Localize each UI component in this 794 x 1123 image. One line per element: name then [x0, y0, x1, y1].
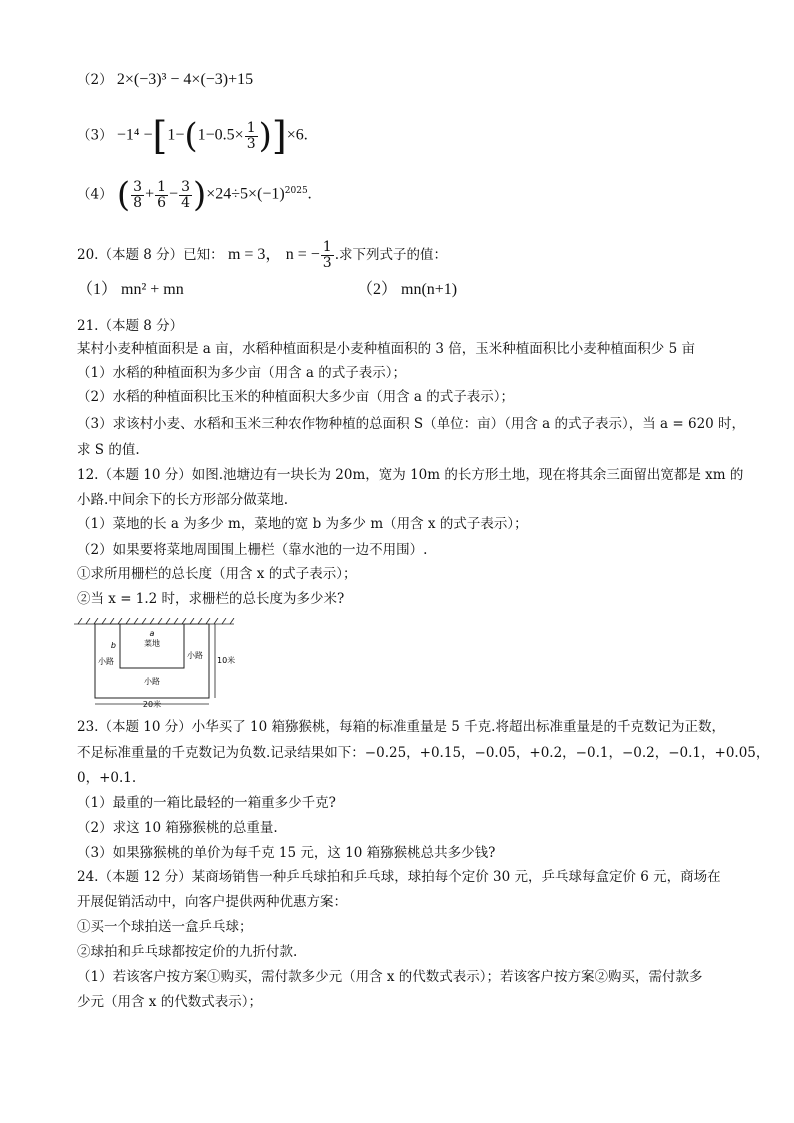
- numerator: 3: [133, 178, 143, 195]
- denominator: 4: [181, 194, 190, 211]
- p23-line3: 0，+0.1.: [77, 770, 137, 786]
- p12-q2-a: ①求所用栅栏的总长度（用含 x 的式子表示）；: [77, 566, 357, 582]
- p21-line1: 某村小麦种植面积是 a 亩，水稻种植面积是小麦种植面积的 3 倍，玉米种植面积比小麦种植面积少 5 亩: [77, 341, 695, 357]
- p21-q3-cont: 求 S 的值.: [77, 442, 140, 458]
- p24-option2: ②球拍和乒乓球都按定价的九折付款.: [77, 944, 298, 960]
- label-a: a: [149, 629, 155, 638]
- item-number: （4）: [77, 186, 113, 203]
- item-number: （3）: [77, 127, 113, 144]
- p20-q1: [77, 280, 184, 300]
- expression-part: .: [307, 185, 312, 203]
- pond-bank-hatch: [74, 618, 234, 624]
- p24-option1: ①买一个球拍送一盒乒乓球；: [77, 919, 253, 935]
- p21-q2: （2）水稻的种植面积比玉米的种植面积大多少亩（用含 a 的式子表示）；: [77, 389, 514, 405]
- label-height: 10米: [217, 656, 236, 665]
- p12-q2: （2）如果要将菜地周围围上栅栏（靠水池的一边不用围）.: [77, 542, 428, 558]
- question-text: .求下列式子的值：: [334, 247, 447, 263]
- fraction: [155, 180, 168, 211]
- expression: （1） mn² + mn: [77, 281, 184, 298]
- plus: +: [145, 185, 155, 203]
- p21-q3: （3）求该村小麦、水稻和玉米三种农作物种植的总面积 S（单位：亩）（用含 a 的式子表示），当 a = 620 时，: [77, 416, 746, 432]
- p21-header: 21.（本题 8 分）: [77, 318, 184, 334]
- expression: （2） mn(n+1): [357, 281, 458, 298]
- fraction: [131, 180, 144, 211]
- garden-figure: [70, 618, 240, 708]
- p12-q1: （1）菜地的长 a 为多少 m，菜地的宽 b 为多少 m（用含 x 的式子表示）；: [77, 516, 528, 532]
- question-text: 20.（本题 8 分）已知：: [77, 247, 224, 263]
- label-right-path: 小路: [187, 651, 203, 660]
- expression-part: 1−: [167, 126, 185, 144]
- exponent: 2025: [284, 186, 308, 196]
- numerator: 1: [157, 178, 167, 195]
- p12-q2-b: ②当 x = 1.2 时，求栅栏的总长度为多少米?: [77, 591, 345, 607]
- p19-item3: [77, 114, 308, 158]
- label-bottom-path: 小路: [144, 677, 160, 686]
- denominator: 3: [246, 135, 256, 152]
- paren: ): [258, 116, 272, 156]
- given-n: n = −: [285, 246, 320, 263]
- label-left-path: 小路: [98, 657, 114, 666]
- p20-header: [77, 240, 447, 271]
- fraction: [321, 240, 334, 271]
- minus: −: [169, 185, 179, 203]
- bracket: ]: [271, 114, 287, 158]
- numerator: 1: [246, 119, 256, 136]
- p12-line2: 小路.中间余下的长方形部分做菜地.: [77, 492, 289, 508]
- p23-q1: （1）最重的一箱比最轻的一箱重多少千克?: [77, 795, 336, 811]
- p24-line2: 开展促销活动中，向客户提供两种优惠方案：: [77, 894, 347, 910]
- p19-item2: [77, 70, 253, 90]
- p24-q1-cont: 少元（用含 x 的代数式表示）；: [77, 994, 262, 1010]
- expression-part: ×6.: [286, 126, 308, 144]
- paren: ): [192, 175, 207, 215]
- p21-q1: （1）水稻的种植面积为多少亩（用含 a 的式子表示）；: [77, 365, 406, 381]
- expression-part: 1−0.5×: [197, 126, 244, 144]
- fraction: [245, 121, 258, 152]
- expression-part: ×24÷5×(−1): [206, 185, 285, 203]
- denominator: 6: [157, 194, 167, 211]
- numerator: 1: [322, 239, 332, 255]
- expression-part: −1⁴ −: [116, 126, 153, 144]
- denominator: 8: [133, 194, 143, 211]
- label-b: b: [110, 641, 116, 650]
- expression: 2×(−3)³ − 4×(−3)+15: [116, 71, 254, 88]
- p24-line1: 24.（本题 12 分）某商场销售一种乒乓球拍和乒乓球，球拍每个定价 30 元，乒乓球每盒定价 6 元，商场在: [77, 869, 721, 885]
- p23-q3: （3）如果猕猴桃的单价为每千克 15 元，这 10 箱猕猴桃总共多少钱?: [77, 845, 496, 861]
- label-plot: 菜地: [144, 639, 160, 648]
- p24-q1: （1）若该客户按方案①购买，需付款多少元（用含 x 的代数式表示）；若该客户按方案②购买，需付款多: [77, 969, 703, 985]
- paren: (: [184, 116, 198, 156]
- p23-line1: 23.（本题 10 分）小华买了 10 箱猕猴桃，每箱的标准重量是 5 千克.将超出标准重量是的千克数记为正数，: [77, 719, 725, 735]
- numerator: 3: [181, 178, 190, 195]
- p19-item4: [77, 175, 312, 215]
- p23-q2: （2）求这 10 箱猕猴桃的总重量.: [77, 820, 278, 836]
- denominator: 3: [322, 255, 332, 271]
- p23-line2: 不足标准重量的千克数记为负数.记录结果如下：−0.25，+0.15，−0.05，+0.2，−0.1，−0.2，−0.1，+0.05，: [77, 745, 770, 761]
- paren: (: [116, 175, 131, 215]
- fraction: [179, 180, 192, 211]
- p12-line1: 12.（本题 10 分）如图.池塘边有一块长为 20m，宽为 10m 的长方形土地，现在将其余三面留出宽都是 xm 的: [77, 467, 744, 483]
- label-width: 20米: [142, 700, 162, 708]
- bracket: [: [152, 114, 168, 158]
- p20-q2: [357, 280, 457, 300]
- given-m: m = 3，: [227, 246, 282, 263]
- item-number: （2）: [77, 72, 113, 88]
